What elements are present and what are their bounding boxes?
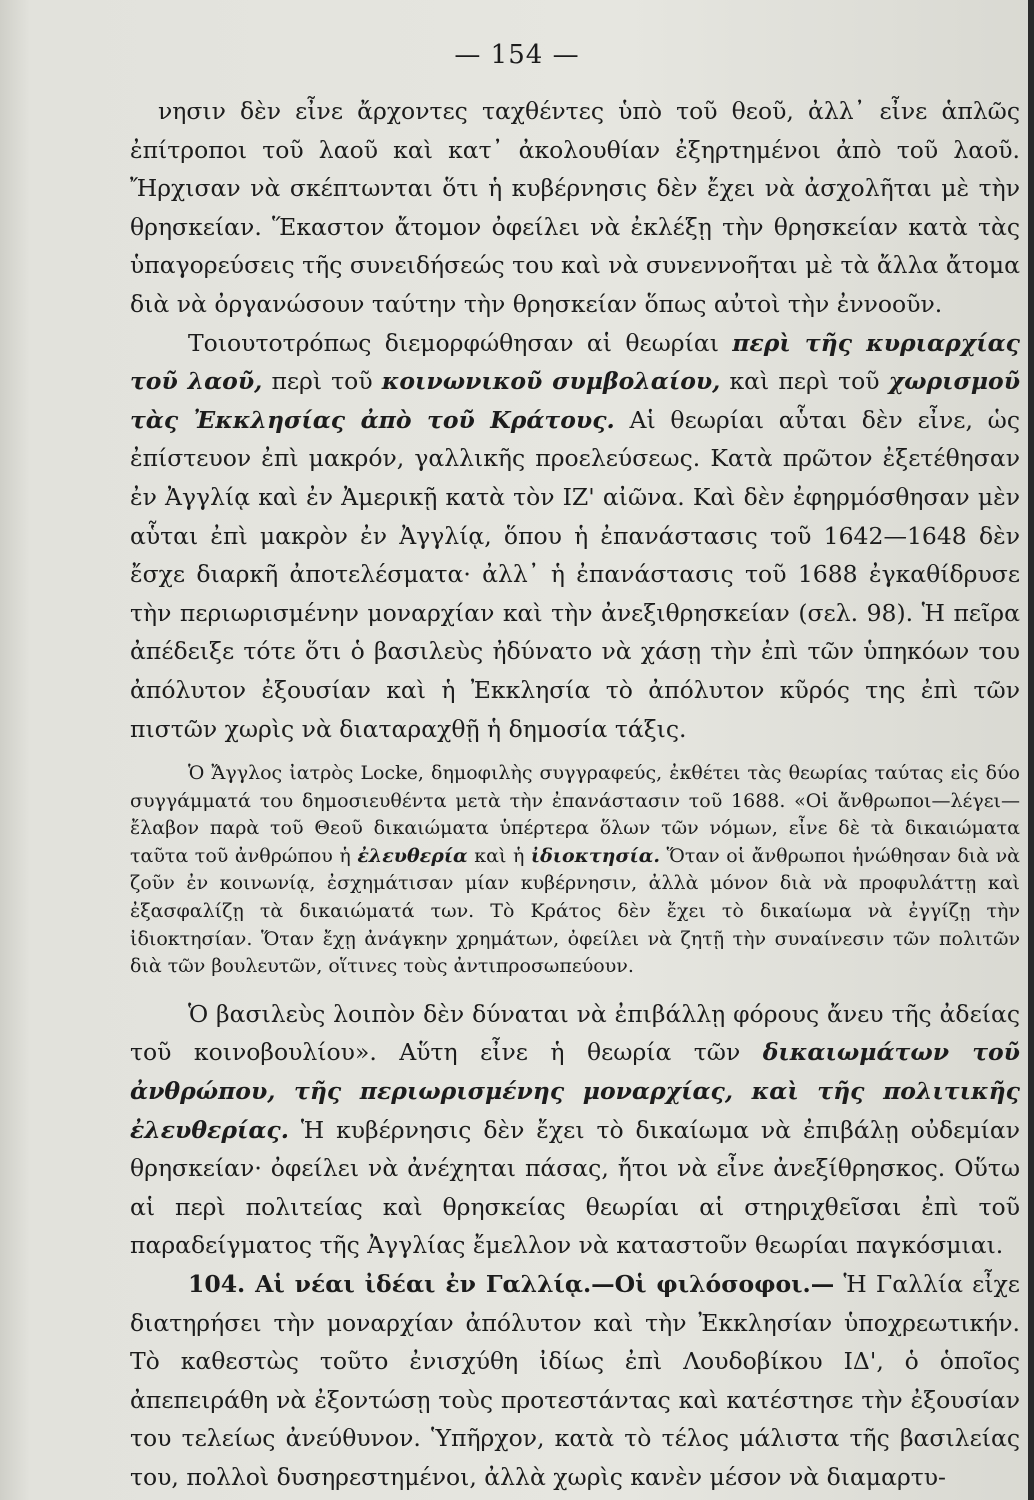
text-run: Αἱ θεωρίαι αὗται δὲν εἶνε, ὡς ἐπίστευον ἐπὶ μακρόν, γαλλικῆς προελεύσεως. Κατὰ πρῶτον ἐξετέθησαν ἐν Ἀγγλίᾳ καὶ ἐν Ἀμερικῇ κατὰ τὸν ΙΖ' αἰῶνα. Καὶ δὲν ἐφηρμόσθησαν μὲν αὗται ἐπὶ μακρὸν ἐν Ἀγγλίᾳ, ὅπου ἡ ἐπανάστασις τοῦ 1642—1648 δὲν ἔσχε διαρκῆ ἀποτελέσματα· ἀλλ᾽ ἡ ἐπανάστασις τοῦ 1688 ἐγκαθίδρυσε τὴν περιωρισμένην μοναρχίαν καὶ τὴν ἀνεξιθρησκείαν (σελ. 98). Ἡ πεῖρα ἀπέδειξε τότε ὅτι ὁ βασιλεὺς ἠδύνατο νὰ χάσῃ τὴν ἐπὶ τῶν ὑπηκόων του ἀπόλυτον ἐξουσίαν καὶ ἡ Ἐκκλησία τὸ ἀπόλυτον κῦρός της ἐπὶ τῶν πιστῶν χωρὶς νὰ διαταραχθῇ ἡ δημοσία τάξις. (130, 405, 1020, 743)
text-run: Ὁ βασιλεὺς λοιπὸν δὲν δύναται νὰ ἐπιβάλλῃ φόρους ἄνευ τῆς ἀδείας τοῦ κοινοβουλίου». Αὕτη εἶνε ἡ θεωρία τῶν (130, 999, 1020, 1067)
text-run: καὶ ἡ (474, 844, 525, 867)
paragraph (130, 995, 1020, 1265)
emphasis-text: κοινωνικοῦ συμβολαίου, (381, 367, 721, 396)
page-body (130, 92, 1020, 1497)
text-run: περὶ τοῦ (271, 367, 373, 396)
text-run: Ἡ Γαλλία εἶχε διατηρήσει τὴν μοναρχίαν ἀπόλυτον καὶ τὴν Ἐκκλησίαν ὑποχρεωτικήν. Τὸ καθεστὼς τοῦτο ἐνισχύθη ἰδίως ἐπὶ Λουδοβίκου ΙΔ', ὁ ὁποῖος ἀπεπειράθη νὰ ἐξοντώσῃ τοὺς προτεστάντας καὶ κατέστησε τὴν ἐξουσίαν του τελείως ἀνεύθυνον. Ὑπῆρχον, κατὰ τὸ τέλος μάλιστα τῆς βασιλείας του, πολλοὶ δυσηρεστημένοι, ἀλλὰ χωρὶς κανὲν μέσον νὰ διαμαρτυ- (130, 1270, 1020, 1491)
emphasis-text: περὶ τῆς κυριαρχίας τοῦ λαοῦ, (130, 328, 1020, 396)
text-run: Ὁ Ἄγγλος ἰατρὸς Locke, δημοφιλὴς συγγραφεύς, ἐκθέτει τὰς θεωρίας ταύτας εἰς δύο συγγάμματά του δημοσιευθέντα μετὰ τὴν ἐπανάστασιν τοῦ 1688. «Οἱ ἄνθρωποι—λέγει—ἔλαβον παρὰ τοῦ Θεοῦ δικαιώματα ὑπέρτερα ὅλων τῶν νόμων, εἶνε δὲ τὰ δικαιώματα ταῦτα τοῦ ἀνθρώπου ἡ (130, 762, 1020, 867)
emphasis-text: ἰδιοκτησία. (530, 844, 660, 867)
page-number: — 154 — (454, 40, 580, 70)
emphasis-text: δικαιωμάτων τοῦ ἀνθρώπου, τῆς περιωρισμένης μοναρχίας, καὶ τῆς πολιτικῆς ἐλευθερίας. (130, 1038, 1020, 1144)
footnote-block (130, 760, 1020, 981)
note-paragraph (130, 760, 1020, 981)
section-heading: 104. Αἱ νέαι ἰδέαι ἐν Γαλλίᾳ.—Οἱ φιλόσοφοι.— (188, 1270, 835, 1298)
paragraph (130, 1265, 1020, 1497)
text-run: καὶ περὶ τοῦ (729, 367, 880, 396)
text-run: Ὅταν οἱ ἄνθρωποι ἡνώθησαν διὰ νὰ ζοῦν ἐν κοινωνίᾳ, ἐσχημάτισαν μίαν κυβέρνησιν, ἀλλὰ μόνον διὰ νὰ προφυλάττῃ καὶ ἐξασφαλίζῃ τὰ δικαιώματά των. Τὸ Κράτος δὲν ἔχει τὸ δικαίωμα νὰ ἐγγίζῃ τὴν ἰδιοκτησίαν. Ὅταν ἔχῃ ἀνάγκην χρημάτων, ὀφείλει νὰ ζητῇ τὴν συναίνεσιν τῶν πολιτῶν διὰ τῶν βουλευτῶν, οἵτινες τοὺς ἀντιπροσωπεύουν. (130, 844, 1021, 978)
paragraph: νησιν δὲν εἶνε ἄρχοντες ταχθέντες ὑπὸ τοῦ θεοῦ, ἀλλ᾽ εἶνε ἁπλῶς ἐπίτροποι τοῦ λαοῦ καὶ κατ᾽ ἀκολουθίαν ἐξηρτημένοι ἀπὸ τοῦ λαοῦ. Ἤρχισαν νὰ σκέπτωνται ὅτι ἡ κυβέρνησις δὲν ἔχει νὰ ἀσχολῆται μὲ τὴν θρησκείαν. Ἕκαστον ἄτομον ὀφείλει νὰ ἐκλέξῃ τὴν θρησκείαν κατὰ τὰς ὑπαγορεύσεις τῆς συνειδήσεώς του καὶ νὰ συνεννοῆται μὲ τὰ ἄλλα ἄτομα διὰ νὰ ὀργανώσουν ταύτην τὴν θρησκείαν ὅπως αὐτοὶ τὴν ἐννοοῦν. (130, 97, 1020, 318)
paragraph (130, 324, 1020, 749)
page-edge (1028, 0, 1034, 1500)
text-run: Τοιουτοτρόπως διεμορφώθησαν αἱ θεωρίαι (188, 328, 719, 357)
emphasis-text: χωρισμοῦ τὰς Ἐκκλησίας ἀπὸ τοῦ Κράτους. (130, 367, 1020, 434)
emphasis-text: ἐλευθερία (357, 844, 468, 867)
text-run: Ἡ κυβέρνησις δὲν ἔχει τὸ δικαίωμα νὰ ἐπιβάλῃ οὐδεμίαν θρησκείαν· ὀφείλει νὰ ἀνέχηται πάσας, ἤτοι νὰ εἶνε ἀνεξίθρησκος. Οὕτω αἱ περὶ πολιτείας καὶ θρησκείας θεωρίαι αἱ στηριχθεῖσαι ἐπὶ τοῦ παραδείγματος τῆς Ἀγγλίας ἔμελλον νὰ καταστοῦν θεωρίαι παγκόσμιαι. (130, 1115, 1020, 1260)
